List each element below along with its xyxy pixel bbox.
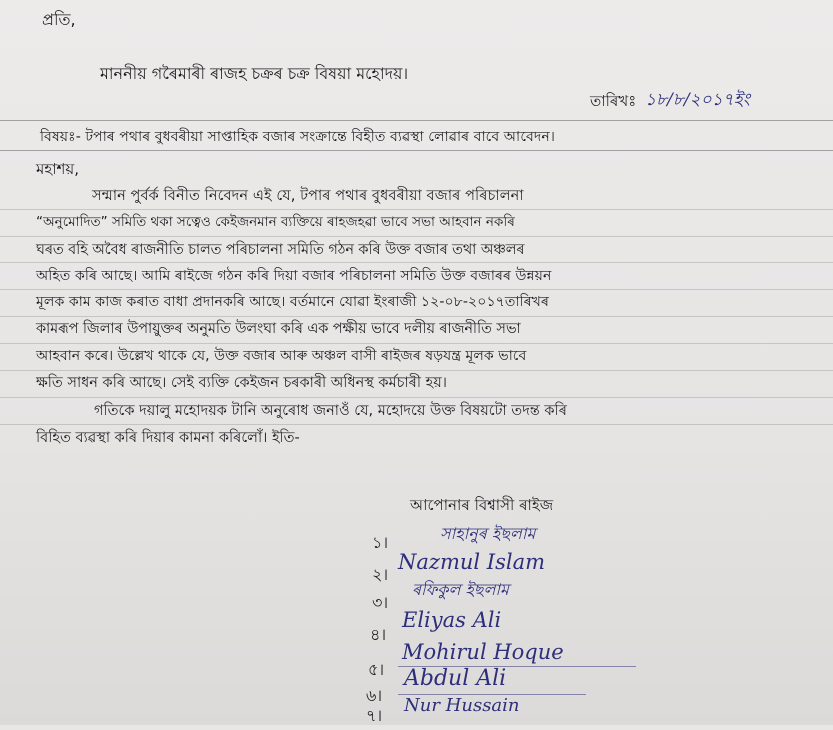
signature-number: ১। (372, 533, 389, 552)
rule-5 (0, 316, 833, 317)
subject-line: বিষয়ঃ- টপাৰ পথাৰ বুধবৰীয়া সাপ্তাহিক বজাৰ সংক্ৰান্তে বিহীত ব্যৱস্থা লোৱাৰ বাবে আবেদন। (40, 129, 555, 145)
rule-1 (0, 209, 833, 210)
rule-7 (0, 370, 833, 371)
signature-number: ২। (372, 565, 389, 584)
signature-number: ৭। (366, 706, 383, 725)
rule-6 (0, 343, 833, 344)
signature: সাহানুৰ ইছলাম (440, 524, 536, 543)
body-line-8: ক্ষতি সাধন কৰি আছে। সেই ব্যক্তি কেইজন চৰকাৰী অধিনস্থ কৰ্মচাৰী হয়। (36, 375, 447, 391)
rule-2 (0, 236, 833, 237)
body-line-5: মূলক কাম কাজ কৰাত বাধা প্ৰদানকৰি আছে। বৰ্তমানে যোৱা ইংৰাজী ১২-০৮-২০১৭তাৰিখৰ (36, 294, 549, 310)
body-line-4: অহিত কৰি আছে। আমি ৰাইজে গঠন কৰি দিয়া বজাৰ পৰিচালনা সমিতি উক্ত বজাৰৰ উন্নয়ন (36, 268, 552, 284)
signature: Abdul Ali (404, 666, 507, 691)
rule-4 (0, 289, 833, 290)
body-line-2: “অনুমোদিত” সমিতি থকা সত্বেও কেইজনমান ব্যক্তিয়ে ৰাহজহৱা ভাবে সভা আহবান নকৰি (36, 214, 515, 230)
signature-number: ৩। (372, 593, 389, 612)
body-line-1: সন্মান পুৰ্বৰ্ক বিনীত নিবেদন এই যে, টপাৰ পথাৰ বুধবৰীয়া বজাৰ পৰিচালনা (92, 187, 524, 204)
addressee: মাননীয় গৰৈমাৰী ৰাজহ চক্ৰৰ চক্ৰ বিষয়া মহোদয়। (100, 64, 409, 83)
rule-8 (0, 397, 833, 398)
rule-below-subject (0, 150, 833, 151)
signoff: আপোনাৰ বিশ্বাসী ৰাইজ (410, 496, 554, 514)
body-line-3: ঘৰত বহি অবৈধ ৰাজনীতি চালত পৰিচালনা সমিতি গঠন কৰি উক্ত বজাৰ তথা অঞ্চলৰ (36, 242, 525, 258)
rule-9 (0, 424, 833, 425)
date-label: তাৰিখঃ (590, 92, 637, 110)
signature-number: ৬। (366, 686, 383, 705)
closing-line-1: গতিকে দয়ালু মহোদয়ক টানি অনুৰোধ জনাওঁ যে, মহোদয়ে উক্ত বিষয়টো তদন্ত কৰি (94, 403, 567, 419)
to-line: প্ৰতি, (42, 10, 76, 29)
rule-above-subject (0, 120, 833, 121)
body-line-7: আহবান কৰে। উল্লেখ থাকে যে, উক্ত বজাৰ আৰু অঞ্চল বাসী ৰাইজৰ ষড়যন্ত্ৰ মূলক ভাবে (36, 348, 527, 364)
closing-line-2: বিহিত ব্যৱস্থা কৰি দিয়াৰ কামনা কৰিলোঁ। ইতি- (36, 430, 300, 446)
body-line-6: কামৰূপ জিলাৰ উপায়ুক্তৰ অনুমতি উলংঘা কৰি এক পক্ষীয় ভাবে দলীয় ৰাজনীতি সভা (36, 321, 521, 337)
signature: ৰফিকুল ইছলাম (412, 580, 509, 599)
salutation: মহাশয়, (36, 160, 80, 178)
rule-3 (0, 262, 833, 263)
signature: Eliyas Ali (402, 608, 502, 632)
date-value: ১৮/৮/২০১৭ইং (645, 90, 750, 110)
signature-number: ৪। (370, 625, 387, 644)
signature-number: ৫। (368, 660, 385, 679)
signature: Mohirul Hoque (402, 640, 564, 664)
signature: Nur Hussain (404, 695, 520, 716)
signature: Nazmul Islam (398, 550, 546, 574)
